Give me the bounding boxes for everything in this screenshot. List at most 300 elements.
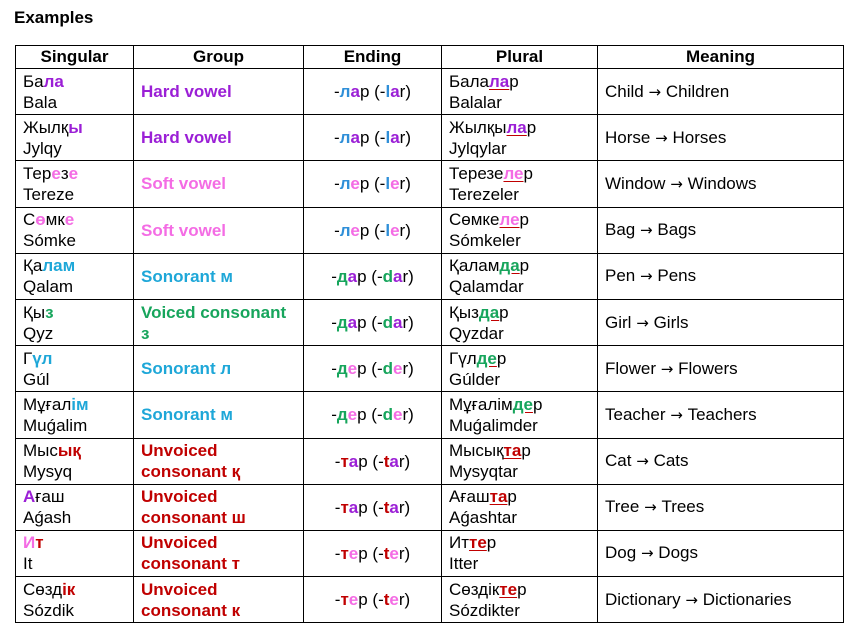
table-row <box>16 299 844 345</box>
ending-cell <box>304 346 442 392</box>
group-cell <box>134 392 304 438</box>
ending-segment: р (- <box>358 497 384 517</box>
singular-cyrillic <box>23 440 126 461</box>
meaning-singular: Girl <box>605 312 632 332</box>
meaning-plural: Bags <box>657 220 697 240</box>
ending-segment: e <box>393 405 403 425</box>
plural-segment: р <box>509 71 519 91</box>
meaning-plural: Girls <box>653 312 689 332</box>
singular-segment: Ба <box>23 71 44 91</box>
table-row <box>16 484 844 530</box>
group-cell <box>134 207 304 253</box>
group-cell <box>134 346 304 392</box>
ending-segment: d <box>382 405 394 425</box>
ending-segment: д <box>336 313 348 333</box>
ending-segment: r) <box>399 220 411 240</box>
singular-segment: ғаш <box>35 487 65 507</box>
group-cell <box>134 530 304 576</box>
ending-segment: r) <box>399 174 411 194</box>
singular-cell <box>16 115 134 161</box>
ending-segment: t <box>383 590 390 610</box>
plural-segment: р <box>519 256 530 276</box>
ending-segment: l <box>385 220 391 240</box>
plural-segment: Ағаш <box>449 487 490 507</box>
plural-segment: де <box>476 348 497 368</box>
plural-segment: ле <box>503 163 524 183</box>
ending-segment: r) <box>398 451 411 471</box>
ending-cell <box>304 392 442 438</box>
table-row <box>16 346 844 392</box>
group-cell <box>134 577 304 623</box>
ending-segment: r) <box>399 82 411 102</box>
meaning-cell <box>598 161 844 207</box>
ending-segment: т <box>340 497 349 517</box>
plural-segment: Мұғалім <box>449 394 513 414</box>
ending-segment: r) <box>398 590 411 610</box>
arrow-right-icon: → <box>631 313 654 332</box>
singular-segment: Қа <box>23 256 43 276</box>
plural-latin: Mysyqtar <box>449 462 518 482</box>
header-singular: Singular <box>16 46 134 69</box>
group-label: Sonorant м <box>141 405 233 425</box>
meaning-cell <box>598 484 844 530</box>
ending-segment: e <box>390 174 400 194</box>
ending-segment: l <box>385 174 391 194</box>
ending-cell <box>304 530 442 576</box>
meaning-plural: Pens <box>657 266 697 286</box>
singular-segment: Мұғал <box>23 394 72 414</box>
plural-cell <box>442 161 598 207</box>
meaning-plural: Flowers <box>678 358 738 378</box>
plural-segment: р <box>523 163 533 183</box>
plural-cyrillic <box>449 255 590 276</box>
meaning-singular: Flower <box>605 358 657 378</box>
ending-segment: е <box>348 543 359 563</box>
group-label: Sonorant м <box>141 266 233 286</box>
plural-cell <box>442 69 598 115</box>
arrow-right-icon: → <box>635 267 658 286</box>
plural-examples-table <box>15 45 844 623</box>
ending-segment: l <box>385 82 391 102</box>
singular-cyrillic <box>23 255 126 276</box>
ending-cell <box>304 69 442 115</box>
singular-cell <box>16 577 134 623</box>
plural-segment: ла <box>489 71 510 91</box>
ending-segment: д <box>336 266 348 286</box>
singular-cyrillic <box>23 348 126 369</box>
singular-segment: ық <box>57 441 81 461</box>
ending-segment: л <box>339 174 351 194</box>
plural-segment: та <box>489 487 508 507</box>
ending-cell <box>304 438 442 484</box>
plural-segment: р <box>532 394 543 414</box>
plural-cyrillic <box>449 486 590 507</box>
ending-segment: а <box>347 266 358 286</box>
ending-segment: т <box>340 590 349 610</box>
meaning-singular: Dictionary <box>605 589 681 609</box>
singular-cyrillic <box>23 71 126 92</box>
singular-segment: лам <box>42 256 76 276</box>
ending-segment: - <box>334 590 341 610</box>
ending-segment: л <box>339 82 351 102</box>
plural-segment: те <box>469 533 487 553</box>
singular-segment: Сөзд <box>23 579 63 599</box>
ending-segment: т <box>340 543 349 563</box>
singular-segment: ла <box>43 71 64 91</box>
ending-segment: е <box>350 174 360 194</box>
ending-segment: р (- <box>358 543 384 563</box>
ending-segment: а <box>347 313 358 333</box>
ending-segment: р (- <box>357 313 383 333</box>
arrow-right-icon: → <box>635 221 658 240</box>
plural-segment: Мысық <box>449 441 504 461</box>
arrow-right-icon: → <box>650 128 673 147</box>
singular-latin: Sómke <box>23 231 76 251</box>
ending-segment: e <box>389 590 399 610</box>
meaning-singular: Dog <box>605 543 637 563</box>
plural-segment: Қалам <box>449 256 500 276</box>
meaning-singular: Cat <box>605 451 632 471</box>
group-label: Hard vowel <box>141 128 232 148</box>
singular-segment: е <box>51 163 61 183</box>
ending-segment: - <box>334 128 340 148</box>
singular-latin: Aǵash <box>23 508 72 528</box>
arrow-right-icon: → <box>643 82 666 101</box>
meaning-cell <box>598 438 844 484</box>
ending-segment: р (- <box>357 266 383 286</box>
ending-segment: r) <box>402 313 414 333</box>
ending-segment: - <box>334 497 341 517</box>
ending-cell <box>304 161 442 207</box>
ending-segment: - <box>334 543 341 563</box>
singular-cell <box>16 207 134 253</box>
plural-segment: р <box>526 117 537 137</box>
meaning-cell <box>598 392 844 438</box>
ending-segment: d <box>382 359 394 379</box>
ending-segment: d <box>382 266 394 286</box>
ending-segment: а <box>350 128 360 148</box>
singular-latin: Mysyq <box>23 462 73 482</box>
meaning-singular: Tree <box>605 497 640 517</box>
singular-latin: Muǵalim <box>23 415 88 435</box>
meaning-singular: Window <box>605 173 666 193</box>
arrow-right-icon: → <box>656 359 679 378</box>
ending-cell <box>304 207 442 253</box>
group-label: Soft vowel <box>141 220 227 240</box>
ending-segment: р (- <box>358 451 384 471</box>
plural-segment: р <box>521 441 531 461</box>
arrow-right-icon: → <box>680 590 703 609</box>
group-cell <box>134 69 304 115</box>
singular-segment: е <box>68 163 79 183</box>
meaning-cell <box>598 299 844 345</box>
meaning-plural: Dogs <box>658 543 698 563</box>
plural-latin: Balalar <box>449 92 502 112</box>
header-ending: Ending <box>304 46 442 69</box>
plural-segment: Гүл <box>449 348 477 368</box>
plural-segment: р <box>519 210 530 230</box>
table-row <box>16 577 844 623</box>
ending-segment: a <box>390 82 400 102</box>
table-row <box>16 207 844 253</box>
plural-segment: Қыз <box>449 302 479 322</box>
ending-segment: a <box>393 266 403 286</box>
meaning-plural: Horses <box>672 127 727 147</box>
meaning-cell <box>598 530 844 576</box>
ending-segment: - <box>334 174 340 194</box>
ending-segment: р (- <box>359 174 386 194</box>
singular-segment: Тер <box>23 163 52 183</box>
plural-cyrillic <box>449 348 590 369</box>
singular-segment: е <box>64 210 75 230</box>
singular-segment: ік <box>62 579 76 599</box>
singular-cyrillic <box>23 117 126 138</box>
group-cell <box>134 253 304 299</box>
plural-latin: Qyzdar <box>449 323 504 343</box>
ending-segment: r) <box>398 497 411 517</box>
group-label: Sonorant л <box>141 359 232 379</box>
ending-segment: е <box>348 590 359 610</box>
plural-latin: Terezeler <box>449 184 519 204</box>
ending-segment: л <box>339 128 351 148</box>
meaning-plural: Teachers <box>687 404 757 424</box>
plural-segment: Сөмке <box>449 210 500 230</box>
singular-cell <box>16 346 134 392</box>
meaning-cell <box>598 253 844 299</box>
plural-cyrillic <box>449 302 590 323</box>
plural-cell <box>442 253 598 299</box>
plural-segment: р <box>496 348 507 368</box>
ending-segment: a <box>389 497 399 517</box>
ending-segment: р (- <box>357 405 383 425</box>
group-label: Unvoiced consonant к <box>141 579 241 620</box>
header-row <box>16 46 844 69</box>
ending-segment: д <box>336 359 348 379</box>
plural-segment: да <box>499 256 520 276</box>
plural-segment: Жылқы <box>449 117 507 137</box>
plural-segment: ла <box>506 117 527 137</box>
singular-cyrillic <box>23 486 126 507</box>
ending-segment: р (- <box>358 590 384 610</box>
plural-segment: Терезе <box>449 163 504 183</box>
ending-cell <box>304 299 442 345</box>
singular-cell <box>16 299 134 345</box>
plural-latin: Muǵalimder <box>449 415 538 435</box>
singular-latin: Gúl <box>23 369 50 389</box>
plural-cyrillic <box>449 209 590 230</box>
ending-segment: - <box>334 82 340 102</box>
ending-cell <box>304 253 442 299</box>
singular-cell <box>16 484 134 530</box>
header-meaning: Meaning <box>598 46 844 69</box>
meaning-cell <box>598 115 844 161</box>
table-row <box>16 253 844 299</box>
plural-cell <box>442 299 598 345</box>
singular-cell <box>16 392 134 438</box>
table-row <box>16 161 844 207</box>
ending-segment: e <box>393 359 403 379</box>
ending-segment: р (- <box>359 128 386 148</box>
group-cell <box>134 161 304 207</box>
plural-segment: р <box>486 533 497 553</box>
ending-segment: r) <box>402 266 414 286</box>
meaning-singular: Pen <box>605 266 636 286</box>
plural-cyrillic <box>449 71 590 92</box>
plural-cell <box>442 115 598 161</box>
ending-segment: a <box>393 313 403 333</box>
ending-segment: - <box>334 220 340 240</box>
singular-segment: мк <box>45 210 65 230</box>
table-row <box>16 115 844 161</box>
plural-latin: Itter <box>449 554 479 574</box>
ending-cell <box>304 115 442 161</box>
table-row <box>16 69 844 115</box>
plural-latin: Sómkeler <box>449 231 521 251</box>
ending-segment: r) <box>402 359 414 379</box>
group-label: Voiced consonant з <box>141 302 287 343</box>
singular-cell <box>16 253 134 299</box>
singular-cell <box>16 69 134 115</box>
plural-segment: Ит <box>449 533 470 553</box>
ending-segment: a <box>390 128 400 148</box>
plural-cell <box>442 392 598 438</box>
group-label: Hard vowel <box>141 82 232 102</box>
ending-segment: e <box>389 543 399 563</box>
singular-segment: Мыс <box>23 441 58 461</box>
singular-segment: А <box>23 487 36 507</box>
arrow-right-icon: → <box>665 405 688 424</box>
table-row <box>16 438 844 484</box>
ending-segment: е <box>347 359 358 379</box>
singular-segment: з <box>45 302 54 322</box>
singular-segment: з <box>60 163 69 183</box>
plural-cell <box>442 207 598 253</box>
meaning-cell <box>598 577 844 623</box>
meaning-singular: Teacher <box>605 404 666 424</box>
plural-segment: Бала <box>449 71 489 91</box>
singular-cyrillic <box>23 579 126 600</box>
singular-cell <box>16 161 134 207</box>
table-row <box>16 530 844 576</box>
table-row <box>16 392 844 438</box>
ending-cell <box>304 577 442 623</box>
header-plural: Plural <box>442 46 598 69</box>
plural-segment: р <box>499 302 509 322</box>
group-cell <box>134 438 304 484</box>
singular-latin: It <box>23 554 33 574</box>
plural-cyrillic <box>449 440 590 461</box>
page-title: Examples <box>14 8 94 27</box>
ending-segment: r) <box>398 543 411 563</box>
plural-latin: Sózdikter <box>449 600 520 620</box>
meaning-singular: Bag <box>605 220 636 240</box>
ending-segment: e <box>390 220 400 240</box>
singular-segment: ы <box>68 117 83 137</box>
singular-segment: Қы <box>23 302 46 322</box>
ending-segment: a <box>389 451 399 471</box>
ending-segment: r) <box>402 405 414 425</box>
meaning-plural: Dictionaries <box>702 589 792 609</box>
plural-segment: Сөздік <box>449 579 500 599</box>
ending-segment: t <box>383 451 390 471</box>
plural-cyrillic <box>449 394 590 415</box>
singular-segment: ө <box>35 210 46 230</box>
meaning-singular: Child <box>605 81 644 101</box>
ending-segment: р (- <box>359 220 386 240</box>
plural-segment: р <box>517 579 527 599</box>
plural-cell <box>442 438 598 484</box>
plural-segment: р <box>507 487 517 507</box>
plural-cell <box>442 484 598 530</box>
ending-segment: - <box>334 451 341 471</box>
group-label: Unvoiced consonant қ <box>141 441 241 482</box>
ending-segment: д <box>336 405 348 425</box>
plural-cyrillic <box>449 532 590 553</box>
arrow-right-icon: → <box>665 174 688 193</box>
ending-segment: а <box>350 82 360 102</box>
ending-segment: r) <box>399 128 411 148</box>
ending-segment: т <box>340 451 349 471</box>
ending-segment: р (- <box>357 359 383 379</box>
singular-segment: И <box>23 533 36 553</box>
singular-cell <box>16 438 134 484</box>
ending-segment: - <box>331 313 337 333</box>
group-label: Unvoiced consonant ш <box>141 487 246 528</box>
singular-cyrillic <box>23 394 126 415</box>
plural-cell <box>442 577 598 623</box>
singular-segment: үл <box>32 348 53 368</box>
singular-segment: т <box>35 533 44 553</box>
group-cell <box>134 115 304 161</box>
meaning-plural: Windows <box>687 173 757 193</box>
ending-segment: t <box>383 543 390 563</box>
arrow-right-icon: → <box>636 544 659 563</box>
group-label: Soft vowel <box>141 174 227 194</box>
singular-cyrillic <box>23 209 126 230</box>
arrow-right-icon: → <box>639 498 662 517</box>
plural-segment: да <box>478 302 500 322</box>
singular-cyrillic <box>23 302 126 323</box>
singular-latin: Qalam <box>23 277 74 297</box>
plural-segment: ле <box>499 210 520 230</box>
plural-cell <box>442 346 598 392</box>
singular-segment: С <box>23 210 36 230</box>
singular-cyrillic <box>23 163 126 184</box>
singular-cyrillic <box>23 532 126 553</box>
group-cell <box>134 299 304 345</box>
ending-segment: а <box>348 451 359 471</box>
plural-cyrillic <box>449 117 590 138</box>
singular-segment: ім <box>71 394 89 414</box>
ending-segment: l <box>385 128 391 148</box>
singular-latin: Jylqy <box>23 138 62 158</box>
ending-segment: е <box>347 405 358 425</box>
plural-cell <box>442 530 598 576</box>
meaning-plural: Children <box>665 81 730 101</box>
ending-segment: d <box>382 313 394 333</box>
plural-segment: де <box>512 394 533 414</box>
plural-latin: Aǵashtar <box>449 508 518 528</box>
meaning-cell <box>598 346 844 392</box>
ending-segment: - <box>331 405 337 425</box>
singular-latin: Tereze <box>23 184 75 204</box>
singular-cell <box>16 530 134 576</box>
ending-segment: а <box>348 497 359 517</box>
meaning-singular: Horse <box>605 127 651 147</box>
ending-cell <box>304 484 442 530</box>
group-label: Unvoiced consonant т <box>141 533 240 574</box>
group-cell <box>134 484 304 530</box>
